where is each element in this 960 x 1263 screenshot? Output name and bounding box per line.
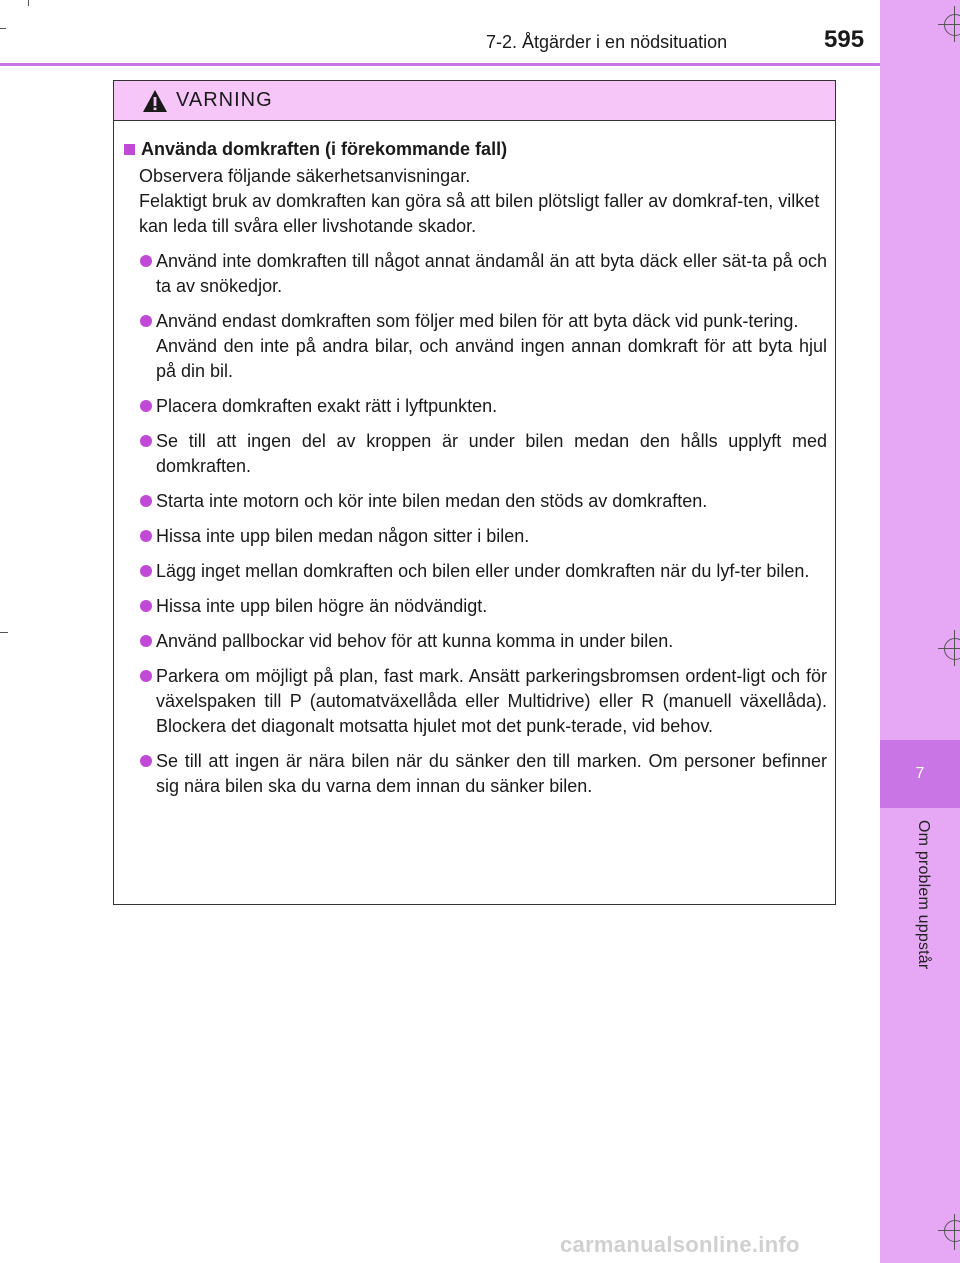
square-bullet-icon [124, 144, 135, 155]
list-item [124, 489, 827, 514]
warning-body [114, 121, 835, 799]
chapter-number-tab[interactable] [880, 740, 960, 808]
list-item-text: Parkera om möjligt på plan, fast mark. Ansätt parkeringsbromsen ordent-ligt och för växelspaken till P (automatväxellåda eller Multidrive) eller R (manuell växellåda). Blockera det diagonalt motsatta hjulet mot det punk-terade, vid behov. [156, 666, 827, 736]
registration-mark-icon [944, 1220, 960, 1242]
list-item-text: Hissa inte upp bilen medan någon sitter i bilen. [156, 526, 530, 546]
bullet-dot-icon [140, 755, 152, 767]
list-item [124, 664, 827, 739]
list-item [124, 309, 827, 384]
list-item-text: Se till att ingen del av kroppen är under bilen medan den hålls upplyft med domkraften. [156, 431, 827, 476]
side-tab-strip [880, 0, 960, 1263]
bullet-dot-icon [140, 635, 152, 647]
bullet-dot-icon [140, 400, 152, 412]
crop-mark [28, 0, 29, 6]
list-item [124, 749, 827, 799]
section-heading [124, 137, 827, 162]
list-item [124, 524, 827, 549]
bullet-dot-icon [140, 565, 152, 577]
list-item-text: Lägg inget mellan domkraften och bilen eller under domkraften när du lyf-ter bilen. [156, 561, 810, 581]
bullet-dot-icon [140, 600, 152, 612]
list-item-text: Se till att ingen är nära bilen när du sänker den till marken. Om personer befinner sig nära bilen ska du varna dem innan du sänker bilen. [156, 751, 827, 796]
bullet-dot-icon [140, 315, 152, 327]
safety-bullet-list [124, 249, 827, 799]
registration-mark-icon [944, 638, 960, 660]
crop-mark [954, 630, 955, 666]
chapter-number: 7 [915, 765, 925, 782]
list-item-text: Använd inte domkraften till något annat ändamål än att byta däck eller sät-ta på och ta av snökedjor. [156, 251, 827, 296]
crop-mark [938, 24, 960, 25]
list-item [124, 429, 827, 479]
bullet-dot-icon [140, 670, 152, 682]
watermark: carmanualsonline.info [560, 1232, 800, 1257]
intro-text [124, 164, 827, 239]
crop-mark [954, 6, 955, 42]
crop-mark [0, 632, 8, 633]
list-item-text: Använd endast domkraften som följer med bilen för att byta däck vid punk-tering. [156, 311, 799, 331]
list-item-text: Hissa inte upp bilen högre än nödvändigt. [156, 596, 488, 616]
bullet-dot-icon [140, 255, 152, 267]
registration-mark-icon [944, 14, 960, 36]
page-number: 595 [824, 26, 865, 53]
list-item-text: Starta inte motorn och kör inte bilen medan den stöds av domkraften. [156, 491, 708, 511]
list-item [124, 559, 827, 584]
bullet-dot-icon [140, 530, 152, 542]
crop-mark [954, 1214, 955, 1250]
list-item [124, 394, 827, 419]
warning-box [113, 80, 836, 905]
warning-header [114, 81, 835, 121]
crop-mark [938, 648, 960, 649]
warning-triangle-icon [142, 89, 168, 113]
chapter-title: Om problem uppstår [915, 820, 932, 970]
bullet-dot-icon [140, 435, 152, 447]
crop-mark [938, 1230, 960, 1231]
section-heading-text: Använda domkraften (i förekommande fall) [141, 139, 508, 159]
crop-mark [0, 28, 6, 29]
list-item-text: Placera domkraften exakt rätt i lyftpunkten. [156, 396, 498, 416]
list-item [124, 629, 827, 654]
list-item-text: Använd den inte på andra bilar, och använd ingen annan domkraft för att byta hjul på din bil. [156, 336, 827, 381]
section-title: 7-2. Åtgärder i en nödsituation [486, 32, 728, 52]
intro-line: Observera följande säkerhetsanvisningar. [139, 166, 471, 186]
intro-line: Felaktigt bruk av domkraften kan göra så att bilen plötsligt faller av domkraf-ten, vilket kan leda till svåra eller livshotande skador. [139, 191, 820, 236]
warning-title: VARNING [176, 89, 273, 111]
header-rule [0, 63, 880, 66]
list-item [124, 249, 827, 299]
list-item [124, 594, 827, 619]
list-item-text: Använd pallbockar vid behov för att kunna komma in under bilen. [156, 631, 674, 651]
bullet-dot-icon [140, 495, 152, 507]
